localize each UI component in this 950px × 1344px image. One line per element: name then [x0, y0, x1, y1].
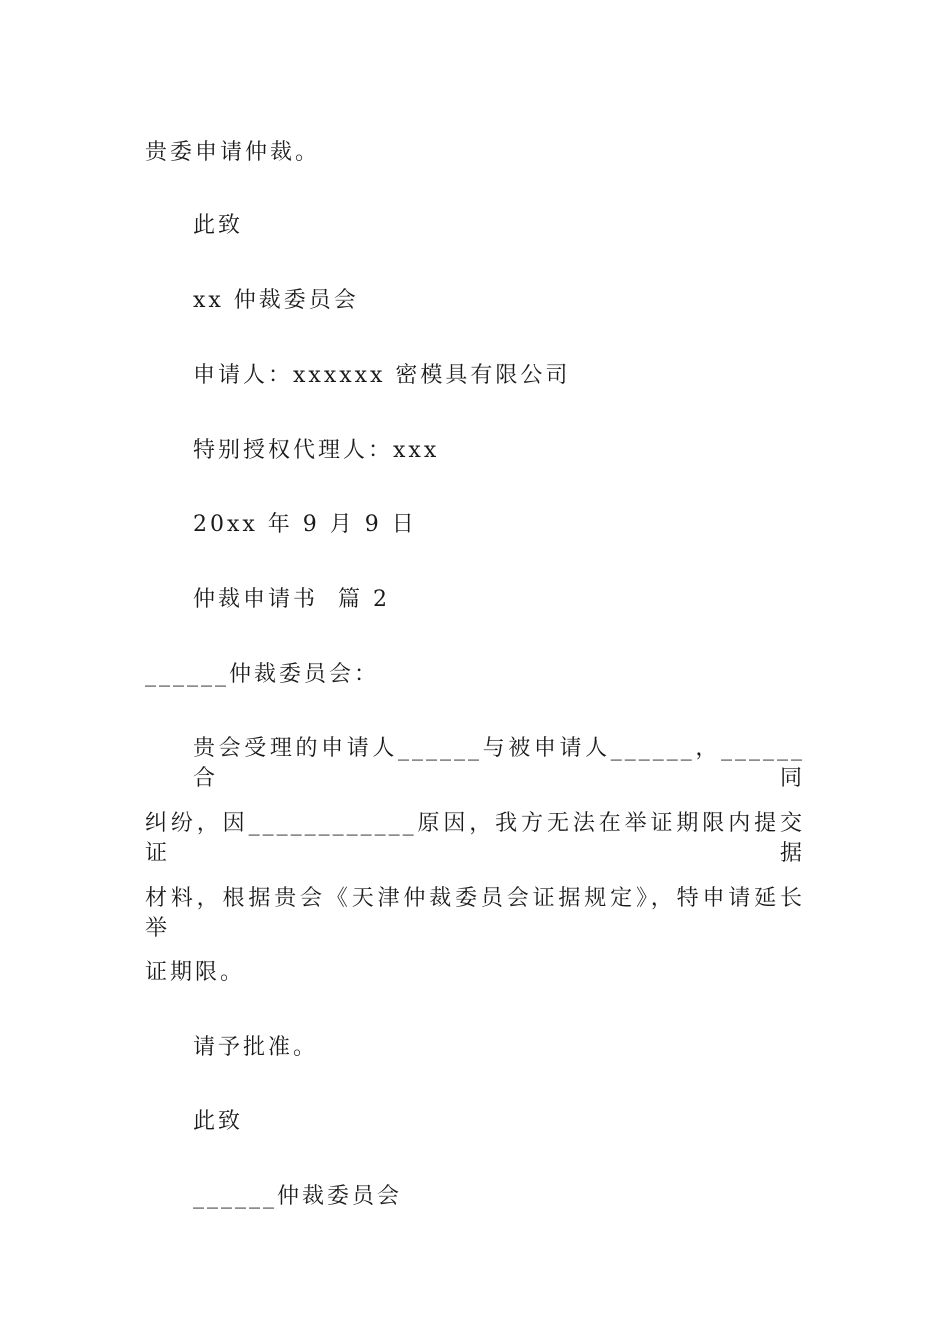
body-paragraph-line-1: 贵会受理的申请人______与被申请人______，______合同	[193, 736, 805, 791]
salutation-2: 此致	[193, 1109, 244, 1134]
closing-sentence: 贵委申请仲裁。	[145, 140, 321, 165]
section-heading: 仲裁申请书 篇 2	[193, 587, 390, 612]
request-approval: 请予批准。	[193, 1035, 319, 1060]
applicant-line: 申请人：xxxxxx 密模具有限公司	[193, 363, 571, 388]
body-paragraph-line-2: 纠纷，因____________原因，我方无法在举证期限内提交证据	[145, 811, 805, 866]
recipient-committee-2: ______仲裁委员会	[193, 1184, 403, 1209]
body-paragraph-line-4: 证期限。	[145, 960, 246, 985]
agent-line: 特别授权代理人：xxx	[193, 438, 440, 463]
date-line: 20xx 年 9 月 9 日	[193, 512, 417, 537]
body-paragraph-line-3: 材料，根据贵会《天津仲裁委员会证据规定》，特申请延长举	[145, 886, 805, 941]
addressee-line: ______仲裁委员会：	[145, 662, 380, 687]
recipient-committee: xx 仲裁委员会	[193, 288, 359, 313]
salutation: 此致	[193, 213, 244, 238]
